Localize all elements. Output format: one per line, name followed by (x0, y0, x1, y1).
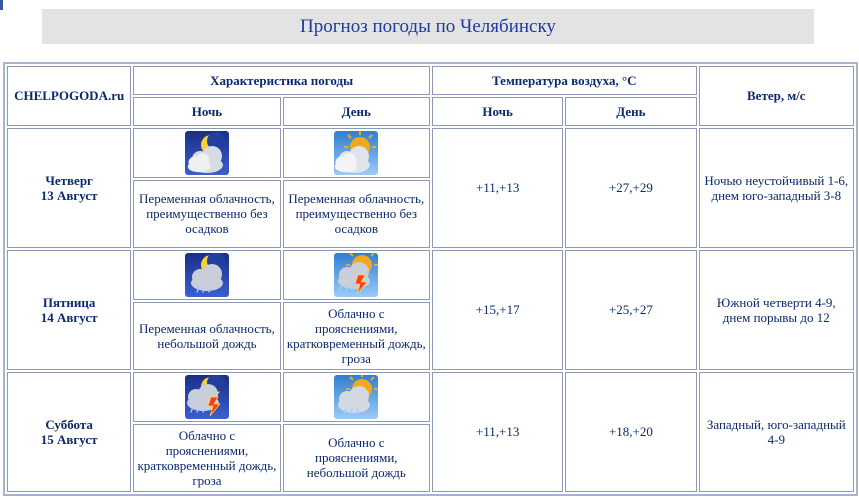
forecast-table (3, 62, 858, 496)
weekday: Суббота (45, 416, 93, 432)
day-icon-cell (283, 128, 430, 178)
header-temperature: Температура воздуха, °С (432, 66, 697, 95)
night-icon-cell (133, 128, 280, 178)
weekday: Пятница (42, 294, 96, 310)
weekday: Четверг (45, 172, 93, 188)
day-icon-cell (283, 372, 430, 422)
header-temp-day: День (565, 97, 696, 126)
corner-mark (0, 0, 3, 10)
day-label (7, 250, 131, 370)
temp-day: +25,+27 (565, 250, 696, 370)
partly-cloudy-night-icon (185, 131, 229, 175)
day-desc: Переменная облачность, преимущественно без осадков (283, 180, 430, 248)
cloudy-day-light-rain-icon (334, 375, 378, 419)
date: 14 Август (40, 309, 98, 325)
header-characteristics: Характеристика погоды (133, 66, 430, 95)
night-icon-cell (133, 372, 280, 422)
cloudy-night-light-rain-icon (185, 253, 229, 297)
day-label (7, 372, 131, 492)
night-desc: Облачно с прояснениями, кратковременный дождь, гроза (133, 424, 280, 492)
temp-night: +11,+13 (432, 128, 563, 248)
wind: Западный, юго-западный 4-9 (699, 372, 854, 492)
day-row-icons (7, 250, 854, 300)
temp-day: +27,+29 (565, 128, 696, 248)
day-desc: Облачно с прояснениями, кратковременный дождь, гроза (283, 302, 430, 370)
day-desc: Облачно с прояснениями, небольшой дождь (283, 424, 430, 492)
temp-night: +15,+17 (432, 250, 563, 370)
day-row-icons (7, 128, 854, 178)
partly-cloudy-day-icon (334, 131, 378, 175)
temp-night: +11,+13 (432, 372, 563, 492)
header-temp-night: Ночь (432, 97, 563, 126)
thunderstorm-day-icon (334, 253, 378, 297)
wind: Южной четверти 4-9, днем порывы до 12 (699, 250, 854, 370)
site-name: CHELPOGODA.ru (7, 66, 131, 126)
header-wind: Ветер, м/с (699, 66, 854, 126)
date: 13 Август (40, 187, 98, 203)
day-icon-cell (283, 250, 430, 300)
night-icon-cell (133, 250, 280, 300)
header-char-day: День (283, 97, 430, 126)
night-desc: Переменная облачность, небольшой дождь (133, 302, 280, 370)
date: 15 Август (40, 431, 98, 447)
page-title (42, 9, 814, 44)
wind: Ночью неустойчивый 1-6, днем юго-западный 3-8 (699, 128, 854, 248)
day-row-icons (7, 372, 854, 422)
page-title-text: Прогноз погоды по Челябинску (300, 15, 556, 37)
day-label (7, 128, 131, 248)
night-desc: Переменная облачность, преимущественно без осадков (133, 180, 280, 248)
header-char-night: Ночь (133, 97, 280, 126)
thunderstorm-night-icon (185, 375, 229, 419)
temp-day: +18,+20 (565, 372, 696, 492)
header-row (7, 66, 854, 95)
